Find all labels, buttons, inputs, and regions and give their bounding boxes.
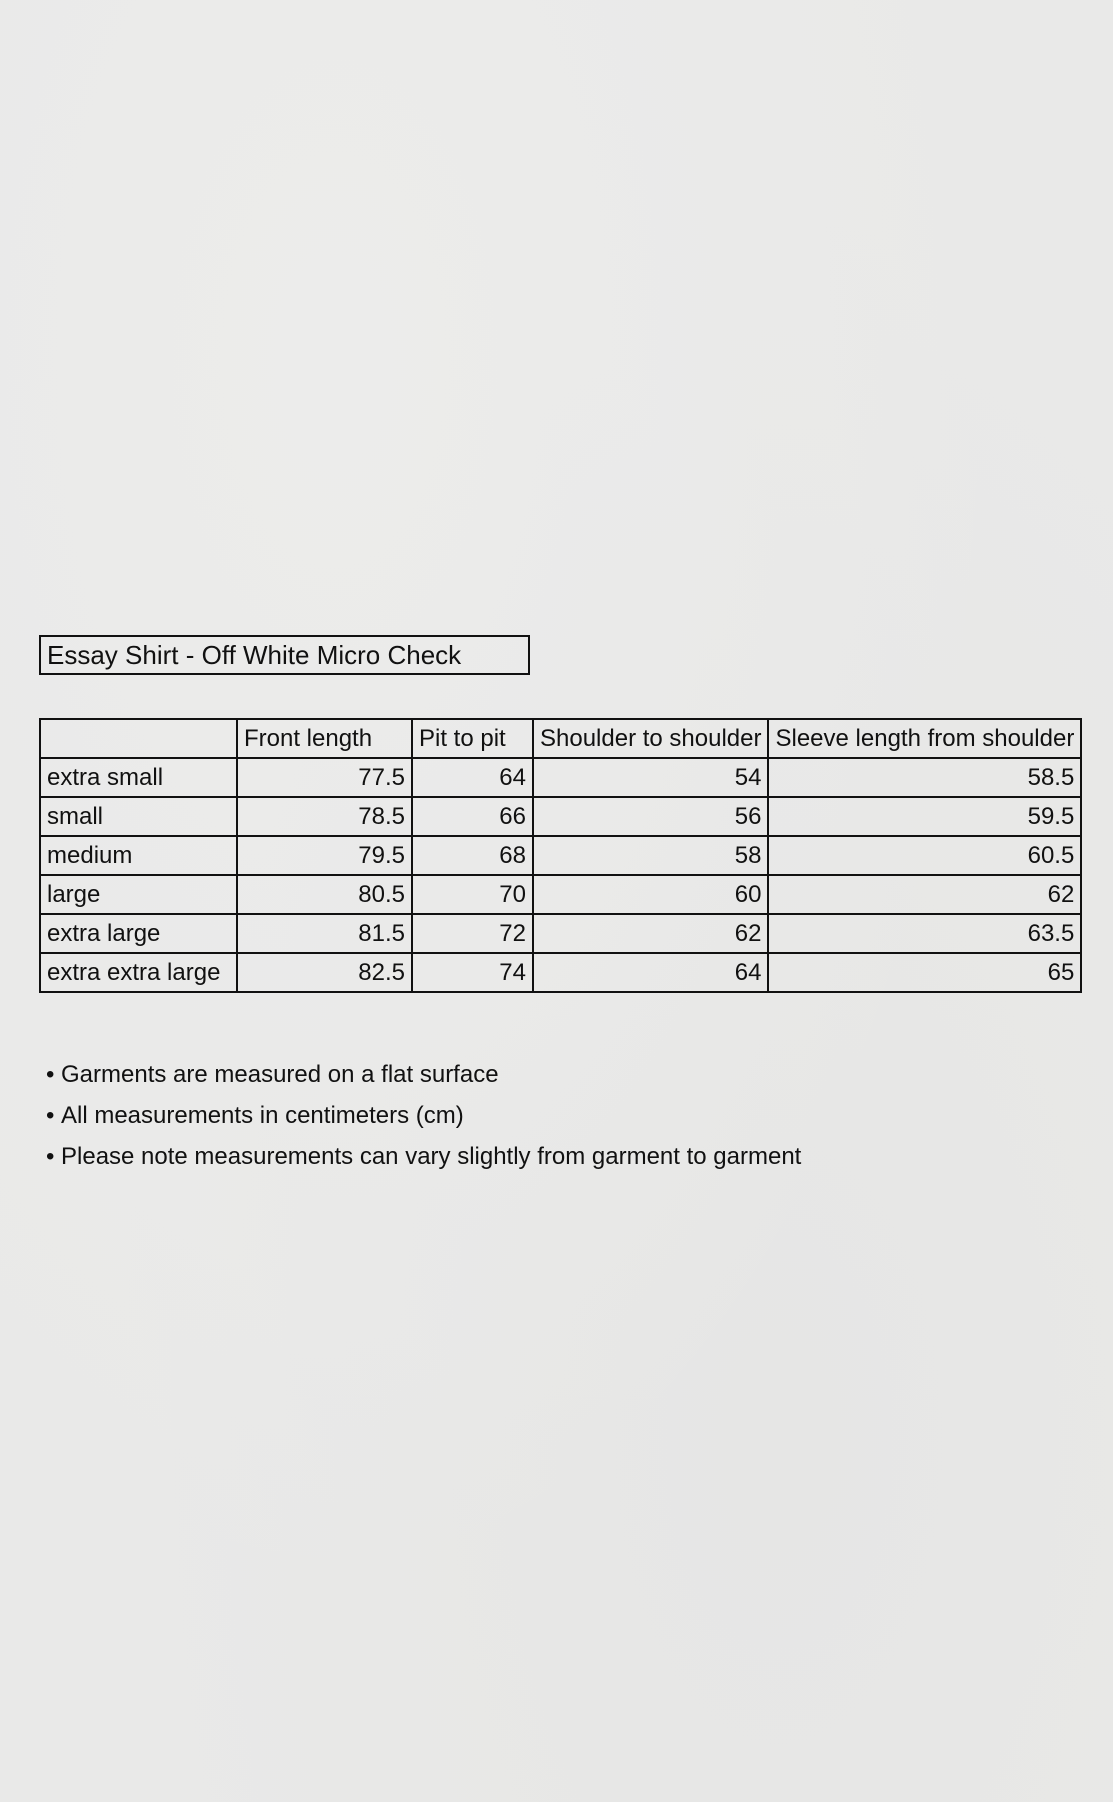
front-length-value: 81.5 [237, 914, 412, 953]
bullet-icon: • [46, 1061, 55, 1088]
pit-to-pit-value: 66 [412, 797, 533, 836]
table-row [40, 953, 1081, 992]
bullet-icon: • [46, 1102, 55, 1129]
size-label: small [40, 797, 237, 836]
note-text: Garments are measured on a flat surface [61, 1061, 499, 1088]
sleeve-length-value: 62 [768, 875, 1081, 914]
pit-to-pit-value: 72 [412, 914, 533, 953]
note-text: All measurements in centimeters (cm) [61, 1102, 464, 1129]
sleeve-length-value: 59.5 [768, 797, 1081, 836]
front-length-value: 78.5 [237, 797, 412, 836]
table-row [40, 836, 1081, 875]
pit-to-pit-value: 64 [412, 758, 533, 797]
size-label: extra extra large [40, 953, 237, 992]
sleeve-length-value: 60.5 [768, 836, 1081, 875]
sleeve-length-value: 63.5 [768, 914, 1081, 953]
header-size [40, 719, 237, 758]
shoulder-to-shoulder-value: 56 [533, 797, 768, 836]
header-pit-to-pit: Pit to pit [412, 719, 533, 758]
size-label: medium [40, 836, 237, 875]
list-item [46, 1136, 801, 1177]
list-item [46, 1095, 801, 1136]
table-row [40, 914, 1081, 953]
table-row [40, 797, 1081, 836]
shoulder-to-shoulder-value: 60 [533, 875, 768, 914]
shoulder-to-shoulder-value: 64 [533, 953, 768, 992]
shoulder-to-shoulder-value: 54 [533, 758, 768, 797]
pit-to-pit-value: 74 [412, 953, 533, 992]
sleeve-length-value: 65 [768, 953, 1081, 992]
header-shoulder-to-shoulder: Shoulder to shoulder [533, 719, 768, 758]
header-front-length: Front length [237, 719, 412, 758]
bullet-icon: • [46, 1143, 55, 1170]
front-length-value: 79.5 [237, 836, 412, 875]
sleeve-length-value: 58.5 [768, 758, 1081, 797]
note-text: Please note measurements can vary slightly from garment to garment [61, 1143, 802, 1170]
size-chart-table [39, 718, 1082, 993]
front-length-value: 77.5 [237, 758, 412, 797]
measurement-notes [46, 1054, 801, 1177]
table-header-row [40, 719, 1081, 758]
shoulder-to-shoulder-value: 62 [533, 914, 768, 953]
pit-to-pit-value: 68 [412, 836, 533, 875]
front-length-value: 80.5 [237, 875, 412, 914]
shoulder-to-shoulder-value: 58 [533, 836, 768, 875]
list-item [46, 1054, 801, 1095]
table-row [40, 875, 1081, 914]
size-label: extra small [40, 758, 237, 797]
pit-to-pit-value: 70 [412, 875, 533, 914]
size-label: large [40, 875, 237, 914]
size-label: extra large [40, 914, 237, 953]
header-sleeve-length: Sleeve length from shoulder [768, 719, 1081, 758]
product-title: Essay Shirt - Off White Micro Check [39, 635, 530, 675]
table-row [40, 758, 1081, 797]
front-length-value: 82.5 [237, 953, 412, 992]
